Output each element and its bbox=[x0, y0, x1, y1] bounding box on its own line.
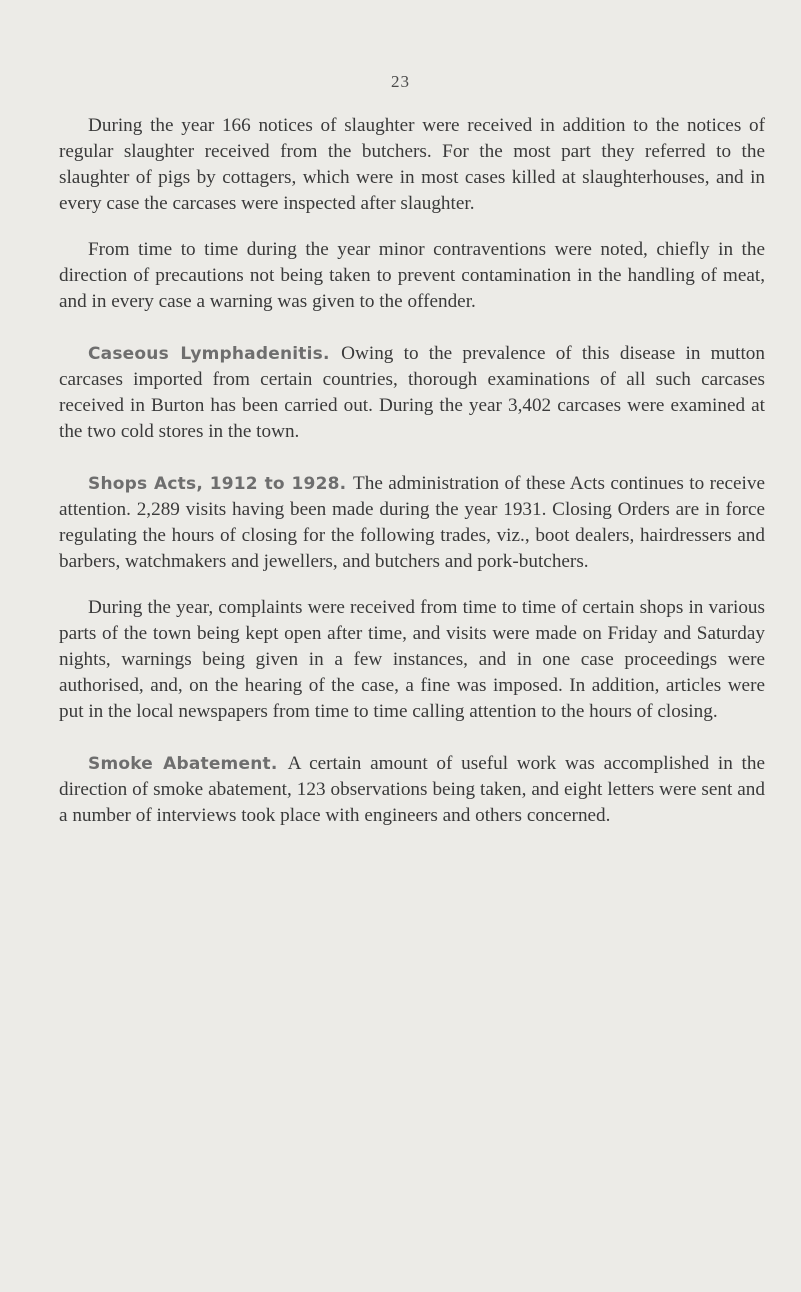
paragraph-text: A certain amount of useful work was accomplished in the direction of smoke abatement, 123 observations being taken, and eight letters were sent and a number of interviews took place with engineers and others concerned. bbox=[59, 753, 765, 826]
paragraph-text: Owing to the prevalence of this disease in mutton carcases imported from certain countries, thorough examinations of all such carcases received in Burton has been carried out. During the year 3,402 carcases were examined at the two cold stores in the town. bbox=[59, 343, 765, 442]
paragraph-caseous-lymphadenitis bbox=[59, 341, 765, 445]
paragraph-text: During the year, complaints were received from time to time of certain shops in various parts of the town being kept open after time, and visits were made on Friday and Saturday nights, warnings being given in a few instances, and in one case proceedings were authorised, and, on the hearing of the case, a fine was imposed. In addition, articles were put in the local newspapers from time to time calling attention to the hours of closing. bbox=[59, 597, 765, 722]
paragraph-text: During the year 166 notices of slaughter were received in addition to the notices of regular slaughter received from the butchers. For the most part they referred to the slaughter of pigs by cottagers, which were in most cases killed at slaughterhouses, and in every case the carcases were inspected after slaughter. bbox=[59, 115, 765, 214]
section-heading-shops-acts: Shops Acts, 1912 to 1928. bbox=[88, 474, 354, 494]
paragraph-minor-contraventions bbox=[59, 237, 765, 315]
section-heading-caseous-lymphadenitis: Caseous Lymphadenitis. bbox=[88, 344, 342, 364]
paragraph-text: From time to time during the year minor contraventions were noted, chiefly in the direction of precautions not being taken to prevent contamination in the handling of meat, and in every case a warning was given to the offender. bbox=[59, 239, 765, 312]
section-heading-smoke-abatement: Smoke Abatement. bbox=[88, 754, 288, 774]
paragraph-slaughter-notices bbox=[59, 113, 765, 217]
paragraph-shops-complaints bbox=[59, 595, 765, 725]
paragraph-text: The administration of these Acts continues to receive attention. 2,289 visits having been made during the year 1931. Closing Orders are in force regulating the hours of closing for the following trades, viz., boot dealers, hairdressers and barbers, watchmakers and jewellers, and butchers and pork-butchers. bbox=[59, 473, 765, 572]
page-number: 23 bbox=[391, 72, 410, 91]
page-body bbox=[59, 113, 765, 849]
paragraph-shops-acts bbox=[59, 471, 765, 575]
paragraph-smoke-abatement bbox=[59, 751, 765, 829]
